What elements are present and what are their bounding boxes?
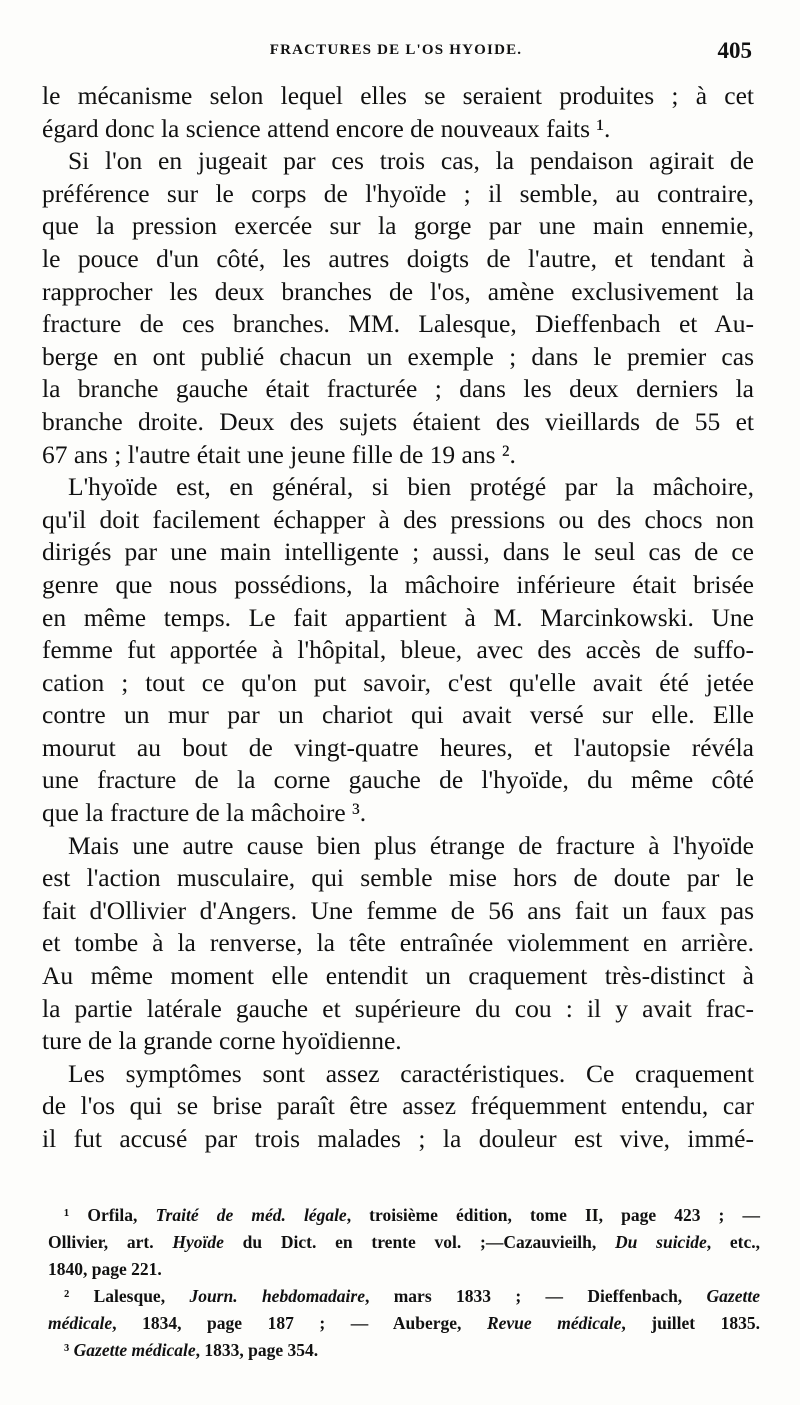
text-line: branche droite. Deux des sujets étaient des vieillards de 55 et (42, 406, 754, 436)
text-line: Au même moment elle entendit un craquement très-distinct à (42, 961, 754, 991)
footnote-text: ² Lalesque, (64, 1286, 190, 1306)
text-line: contre un mur par un chariot qui avait versé sur elle. Elle (42, 700, 754, 730)
footnote-text: 1840, page 221. (48, 1259, 162, 1279)
text-line: une fracture de la corne gauche de l'hyoïde, du même côté (42, 765, 754, 795)
body-text (42, 80, 754, 1156)
text-line: 67 ans ; l'autre était une jeune fille de 19 ans ². (42, 439, 516, 469)
text-line: femme fut apportée à l'hôpital, bleue, avec des accès de suffo- (42, 635, 754, 665)
text-line: que la pression exercée sur la gorge par une main ennemie, (42, 211, 754, 241)
text-line: berge en ont publié chacun un exemple ; dans le premier cas (42, 341, 754, 371)
text-line: Mais une autre cause bien plus étrange de fracture à l'hyoïde (68, 830, 754, 860)
footnote-title: Gazette (706, 1286, 761, 1306)
footnote-text: , etc., (706, 1232, 760, 1252)
page-number: 405 (717, 38, 752, 63)
text-line: cation ; tout ce qu'on put savoir, c'est qu'elle avait été jetée (42, 667, 754, 697)
page-header (40, 38, 752, 68)
footnote-text: , 1833, page 354. (195, 1340, 319, 1360)
footnote-text: Ollivier, art. (48, 1232, 173, 1252)
footnote-title: Hyoïde (172, 1232, 224, 1252)
footnote-title: Gazette médicale (73, 1340, 196, 1360)
text-line: L'hyoïde est, en général, si bien protégé par la mâchoire, (68, 472, 754, 502)
footnote-text: du Dict. en trente vol. ;—Cazauvieilh, (223, 1232, 616, 1252)
text-line: et tombe à la renverse, la tête entraînée violemment en arrière. (42, 928, 754, 958)
text-line: fait d'Ollivier d'Angers. Une femme de 56 ans fait un faux pas (42, 895, 754, 925)
footnote-1-line (48, 1229, 760, 1256)
footnote-text: , juillet 1835. (621, 1313, 760, 1333)
text-line: rapprocher les deux branches de l'os, amène exclusivement la (42, 276, 754, 306)
text-line: le mécanisme selon lequel elles se seraient produites ; à cet (42, 81, 754, 110)
footnote-text: ¹ Orfila, (64, 1205, 156, 1225)
footnote-text: ³ (64, 1340, 74, 1360)
footnote-title: Traité de méd. légale (155, 1205, 347, 1225)
text-line: en même temps. Le fait appartient à M. Marcinkowski. Une (42, 602, 754, 632)
footnote-title: Revue médicale (486, 1313, 622, 1333)
text-line: la branche gauche était fracturée ; dans les deux derniers la (42, 374, 754, 404)
footnote-1-line (48, 1256, 760, 1283)
text-line: qu'il doit facilement échapper à des pressions ou des chocs non (42, 504, 754, 534)
text-line: Si l'on en jugeait par ces trois cas, la pendaison agirait de (68, 146, 754, 176)
text-line: égard donc la science attend encore de nouveaux faits ¹. (42, 113, 611, 143)
running-title: FRACTURES DE L'OS HYOIDE. (269, 42, 523, 58)
footnotes (48, 1202, 760, 1364)
footnote-title: médicale (48, 1313, 113, 1333)
footnote-title: Du suicide (615, 1232, 707, 1252)
text-line: il fut accusé par trois malades ; la douleur est vive, immé- (42, 1124, 754, 1153)
text-line: fracture de ces branches. MM. Lalesque, Dieffenbach et Au- (42, 309, 754, 339)
footnote-title: Journ. hebdomadaire (189, 1286, 365, 1306)
footnote-text: , 1834, page 187 ; — Auberge, (112, 1313, 487, 1333)
text-line: la partie latérale gauche et supérieure du cou : il y avait frac- (42, 993, 754, 1023)
text-line: le pouce d'un côté, les autres doigts de l'autre, et tendant à (42, 243, 754, 273)
footnote-text: , mars 1833 ; — Dieffenbach, (365, 1286, 707, 1306)
text-line: dirigés par une main intelligente ; aussi, dans le seul cas de ce (42, 537, 754, 567)
footnote-3-line (48, 1337, 760, 1364)
text-line: de l'os qui se brise paraît être assez fréquemment entendu, car (42, 1091, 754, 1121)
text-line: ture de la grande corne hyoïdienne. (42, 1026, 402, 1056)
text-line: est l'action musculaire, qui semble mise hors de doute par le (42, 863, 754, 893)
text-line: préférence sur le corps de l'hyoïde ; il semble, au contraire, (42, 178, 754, 208)
footnote-text: , troisième édition, tome II, page 423 ; — (346, 1205, 760, 1225)
text-line: que la fracture de la mâchoire ³. (42, 798, 367, 828)
footnote-2-line (48, 1283, 760, 1310)
text-line: genre que nous possédions, la mâchoire inférieure était brisée (42, 569, 754, 599)
footnote-1-line (48, 1202, 760, 1229)
text-line: Les symptômes sont assez caractéristiques. Ce craquement (68, 1058, 754, 1088)
footnote-2-line (48, 1310, 760, 1337)
text-line: mourut au bout de vingt-quatre heures, et l'autopsie révéla (42, 732, 754, 762)
